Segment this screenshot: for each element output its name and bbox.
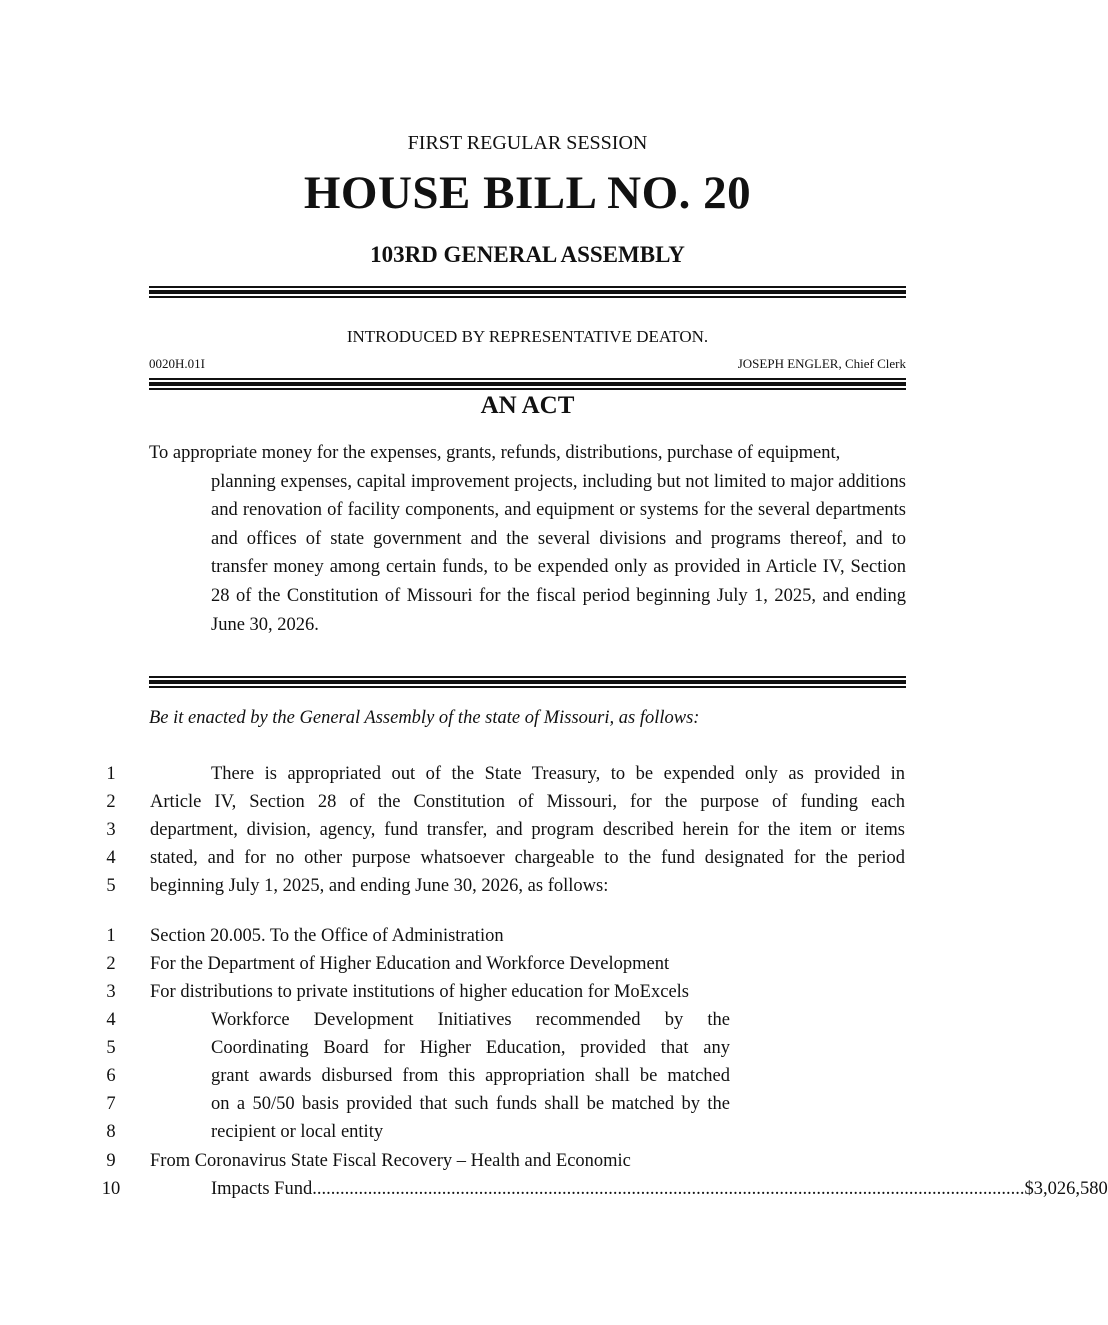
line-number: 5 — [106, 1038, 116, 1058]
line-number: 6 — [106, 1066, 116, 1086]
line-number: 3 — [106, 820, 116, 840]
line-number: 9 — [106, 1151, 116, 1171]
appropriation-amount: $3,026,580 — [1024, 1179, 1108, 1199]
line-number: 1 — [106, 926, 116, 946]
line-number: 2 — [106, 792, 116, 812]
line-number: 3 — [106, 982, 116, 1002]
body-divider — [149, 676, 906, 688]
bill-number-title: HOUSE BILL NO. 20 — [303, 167, 752, 219]
line-text: department, division, agency, fund transfer, and program described herein for the item or items — [150, 820, 905, 840]
line-number: 7 — [106, 1094, 116, 1114]
bill-code: 0020H.01I — [149, 356, 205, 371]
section-line — [0, 1175, 1108, 1203]
appropriation-amount-line — [211, 1175, 1108, 1203]
chief-clerk: JOSEPH ENGLER, Chief Clerk — [737, 356, 906, 371]
line-number: 5 — [106, 876, 116, 896]
section-line — [0, 1062, 1024, 1090]
line-text: For the Department of Higher Education and Workforce Development — [150, 954, 670, 974]
preamble-line — [0, 844, 1024, 872]
fund-name: Impacts Fund — [211, 1179, 313, 1199]
act-heading: AN ACT — [480, 392, 575, 419]
line-text: Coordinating Board for Higher Education, provided that any — [211, 1038, 730, 1058]
line-number: 4 — [106, 848, 116, 868]
line-number: 10 — [101, 1179, 121, 1199]
preamble-line — [0, 872, 1024, 900]
section-line — [0, 1147, 1024, 1175]
assembly-label: 103RD GENERAL ASSEMBLY — [370, 242, 685, 267]
preamble-line — [0, 760, 1024, 788]
dot-leader: .......................................................................................................................................................... — [312, 1179, 1025, 1199]
line-text: Article IV, Section 28 of the Constitution of Missouri, for the purpose of funding each — [150, 792, 905, 812]
line-number: 1 — [106, 764, 116, 784]
line-text: beginning July 1, 2025, and ending June 30, 2026, as follows: — [150, 876, 609, 896]
section-line — [0, 1034, 1024, 1062]
line-text: From Coronavirus State Fiscal Recovery – Health and Economic — [150, 1151, 631, 1171]
line-text: stated, and for no other purpose whatsoever chargeable to the fund designated for the period — [150, 848, 905, 868]
line-text: Section 20.005. To the Office of Administration — [150, 926, 504, 946]
line-number: 2 — [106, 954, 116, 974]
line-number: 8 — [106, 1122, 116, 1142]
line-text: Workforce Development Initiatives recommended by the — [211, 1010, 730, 1030]
line-text: grant awards disbursed from this appropriation shall be matched — [211, 1066, 730, 1086]
section-line — [0, 950, 1024, 978]
act-title — [149, 439, 906, 639]
section-line — [0, 1006, 1024, 1034]
preamble-line — [0, 816, 1024, 844]
section-line — [0, 1090, 1024, 1118]
line-text: recipient or local entity — [211, 1122, 384, 1142]
act-title-continuation: planning expenses, capital improvement projects, including but not limited to major additions and renovation of facility components, and equipment or systems for the several departments and offices of state government and the several divisions and programs thereof, and to transfer money among certain funds, to be expended only as provided in Article IV, Section 28 of the Constitution of Missouri for the fiscal period beginning July 1, 2025, and ending June 30, 2026. — [211, 471, 906, 635]
line-number: 4 — [106, 1010, 116, 1030]
line-text: on a 50/50 basis provided that such funds shall be matched by the — [211, 1094, 730, 1114]
line-text: For distributions to private institutions of higher education for MoExcels — [150, 982, 689, 1002]
introduced-by: INTRODUCED BY REPRESENTATIVE DEATON. — [346, 327, 709, 346]
session-label: FIRST REGULAR SESSION — [407, 132, 648, 154]
section-line — [0, 922, 1024, 950]
act-title-first-line: To appropriate money for the expenses, grants, refunds, distributions, purchase of equipment, — [149, 443, 841, 463]
line-text: There is appropriated out of the State Treasury, to be expended only as provided in — [211, 764, 905, 784]
header-divider-top — [149, 286, 906, 298]
enacting-clause: Be it enacted by the General Assembly of the state of Missouri, as follows: — [149, 708, 700, 728]
section-line — [0, 1118, 1024, 1146]
header-divider-bottom — [149, 378, 906, 390]
preamble-line — [0, 788, 1024, 816]
section-line — [0, 978, 1024, 1006]
